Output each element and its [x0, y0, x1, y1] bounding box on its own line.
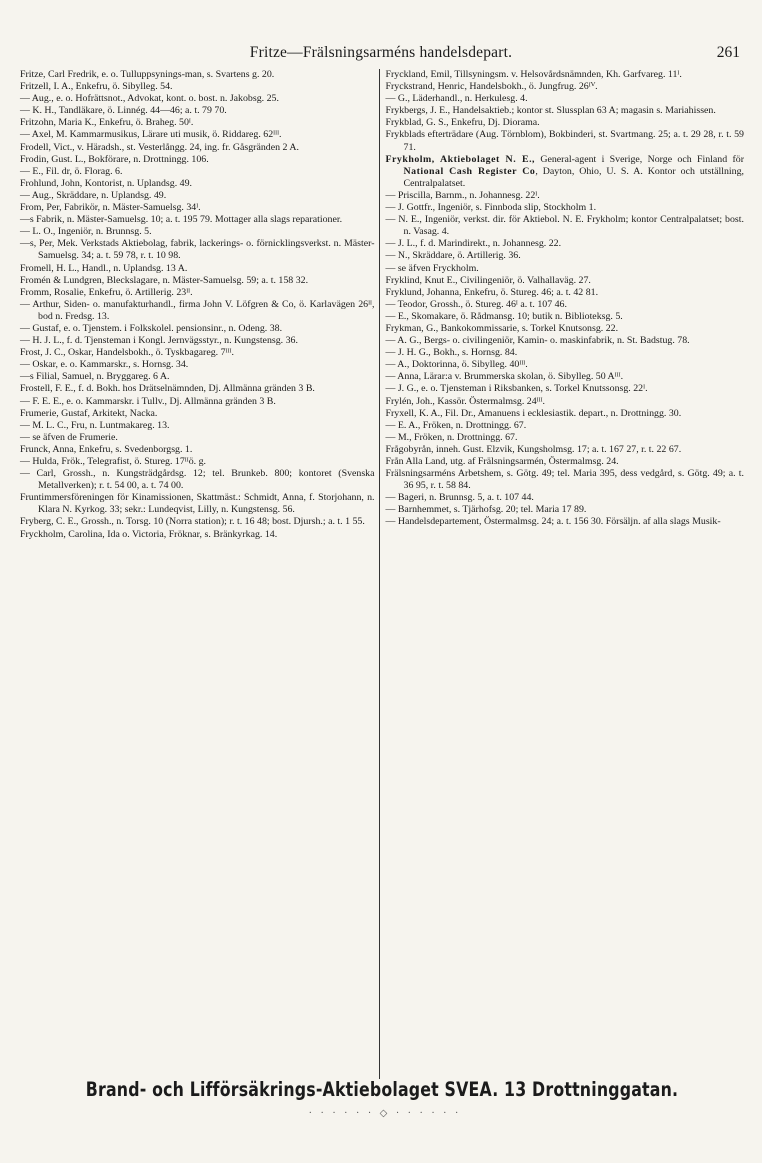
left-column-entry: — Hulda, Frök., Telegrafist, ö. Stureg. 17ᴵᴵö. g.: [20, 456, 207, 467]
left-column-entry: Fritze, Carl Fredrik, e. o. Tulluppsynings-man, s. Svartens g. 20.: [20, 69, 275, 80]
right-column-entry: Frykman, G., Bankokommissarie, s. Torkel Knutsonsg. 22.: [385, 322, 619, 334]
directory-columns: [20, 69, 744, 1079]
left-column-entry: Fryckholm, Carolina, Ida o. Victoria, Fröknar, s. Bränkyrkag. 14.: [20, 528, 278, 540]
right-column-entry: Fryckland, Emil, Tillsyningsm. v. Helsovårdsnämnden, Kh. Garfvareg. 11ᴵ.: [385, 69, 682, 80]
right-column-entry: Fryklund, Johanna, Enkefru, ö. Stureg. 46; a. t. 42 81.: [385, 286, 599, 298]
left-column-entry: — M. L. C., Fru, n. Luntmakareg. 13.: [20, 419, 170, 431]
left-column-entry: Fritzell, I. A., Enkefru, ö. Sibylleg. 54.: [20, 81, 173, 93]
right-column-entry: — N. E., Ingeniör, verkst. dir. för Aktiebol. N. E. Frykholm; kontor Centralpalatset; bost. n. Vasag. 4.: [385, 214, 744, 238]
left-column-entry: Fritzohn, Maria K., Enkefru, ö. Braheg. 50ᴵ.: [20, 117, 194, 129]
left-column-entry: Fruntimmersföreningen för Kinamissionen, Skattmäst.: Schmidt, Anna, f. Storjohann, n. Klara N. Kyrkog. 33; sekr.: Lundeqvist, Lilly, n. Kungstensg. 56.: [20, 492, 375, 516]
right-column-entry: Frågobyrån, inneh. Gust. Elzvik, Kungsholmsg. 17; a. t. 167 27, r. t. 22 67.: [385, 443, 682, 455]
left-column-entry: — Oskar, e. o. Kammarskr., s. Hornsg. 34.: [20, 359, 189, 371]
right-column-entry: — A., Doktorinna, ö. Sibylleg. 40ᴵᴵᴵ.: [385, 359, 528, 371]
right-column-entry: Från Alla Land, utg. af Frälsningsarmén, Östermalmsg. 24.: [385, 456, 619, 467]
right-column-entry: — J. H. G., Bokh., s. Hornsg. 84.: [385, 347, 518, 359]
left-column-entry: Frunck, Anna, Enkefru, s. Svedenborgsg. 1.: [20, 443, 193, 455]
right-column-entry: Frykholm, Aktiebolaget N. E., General-agent i Sverige, Norge och Finland för National Cash Register Co, Dayton, Ohio, U. S. A. Kontor och utställning, Centralpalatset.: [385, 153, 744, 189]
right-column-entry: — J. G., e. o. Tjensteman i Riksbanken, s. Torkel Knutssonsg. 22ᴵ.: [385, 383, 648, 395]
right-column-entry: — G., Läderhandl., n. Herkulesg. 4.: [385, 93, 528, 105]
right-column-entry: Frylén, Joh., Kassör. Östermalmsg. 24ᴵᴵᴵ.: [385, 395, 546, 407]
right-column-entry: — N., Skräddare, ö. Artillerig. 36.: [385, 250, 521, 262]
left-column-entry: — Gustaf, e. o. Tjenstem. i Folkskolel. pensionsinr., n. Odeng. 38.: [20, 322, 283, 334]
page-title: Fritze—Frälsningsarméns handelsdepart.: [249, 44, 513, 61]
left-column-entry: Frodin, Gust. L., Bokförare, n. Drottningg. 106.: [20, 153, 209, 165]
left-column: [20, 69, 379, 1079]
right-column-entry: — Anna, Lärar:a v. Brummerska skolan, ö. Sibylleg. 50 Aᴵᴵᴵ.: [385, 371, 624, 383]
left-column-entry: Frumerie, Gustaf, Arkitekt, Nacka.: [20, 407, 158, 419]
right-column: [379, 69, 745, 1079]
right-column-entry: — E., Skomakare, ö. Rådmansg. 10; butik n. Biblioteksg. 5.: [385, 310, 623, 322]
left-column-entry: —s, Per, Mek. Verkstads Aktiebolag, fabrik, lackerings- o. förnicklingsverkst. n. Mäster-Samuelsg. 34; a. t. 59 78, r. t. 10 98.: [20, 238, 375, 262]
left-column-entry: Fromell, H. L., Handl., n. Uplandsg. 13 A.: [20, 262, 188, 274]
page-number: 261: [716, 44, 740, 61]
left-column-entry: — Aug., e. o. Hofrättsnot., Advokat, kont. o. bost. n. Jakobsg. 25.: [20, 93, 279, 105]
right-column-entry: — M., Fröken, n. Drottningg. 67.: [385, 431, 518, 443]
left-column-entry: — K. H., Tandläkare, ö. Linnég. 44—46; a. t. 79 70.: [20, 105, 227, 117]
left-column-entry: Frostell, F. E., f. d. Bokh. hos Drätselnämnden, Dj. Allmänna gränden 3 B.: [20, 383, 315, 395]
left-column-entry: —s Fabrik, n. Mäster-Samuelsg. 10; a. t. 195 79. Mottager alla slags reparationer.: [20, 214, 343, 226]
left-column-entry: Fromm, Rosalie, Enkefru, ö. Artillerig. 23ᴵᴵ.: [20, 286, 193, 298]
right-column-entry: — J. L., f. d. Marindirekt., n. Johannesg. 22.: [385, 238, 562, 250]
left-column-entry: Fryberg, C. E., Grossh., n. Torsg. 10 (Norra station); r. t. 16 48; bost. Djursh.; a. t. 1 55.: [20, 516, 365, 528]
left-column-entry: — E., Fil. dr, ö. Florag. 6.: [20, 165, 123, 177]
right-column-entry: — Teodor, Grossh., ö. Stureg. 46ᴵ a. t. 107 46.: [385, 298, 567, 310]
left-column-entry: Frost, J. C., Oskar, Handelsbokh., ö. Tyskbagareg. 7ᴵᴵᴵ.: [20, 347, 234, 359]
right-column-entry: — Barnhemmet, s. Tjärhofsg. 20; tel. Maria 17 89.: [385, 504, 587, 516]
left-column-entry: From, Per, Fabrikör, n. Mäster-Samuelsg. 34ᴵ.: [20, 202, 201, 214]
right-column-entry: — se äfven Fryckholm.: [385, 262, 479, 274]
page-header: [20, 44, 742, 66]
left-column-entry: — Arthur, Siden- o. manufakturhandl., firma John V. Löfgren & Co, ö. Karlavägen 26ᴵᴵ, bod n. Fredsg. 13.: [20, 298, 375, 322]
right-column-entry: — Handelsdepartement, Östermalmsg. 24; a. t. 156 30. Försäljn. af alla slags Musik-: [385, 516, 721, 528]
left-column-entry: — Aug., Skräddare, n. Uplandsg. 49.: [20, 189, 167, 201]
left-column-entry: — H. J. L., f. d. Tjensteman i Kongl. Jernvägsstyr., n. Kungstensg. 36.: [20, 335, 298, 347]
left-column-entry: — Axel, M. Kammarmusikus, Lärare uti musik, ö. Riddareg. 62ᴵᴵᴵ.: [20, 129, 282, 141]
ornament-separator: · · · · · · ◇ · · · · · ·: [308, 1108, 462, 1119]
right-column-entry: Frykblads efterträdare (Aug. Törnblom), Bokbinderi, st. Svartmang. 25; a. t. 29 28, r. t. 59 71.: [385, 129, 744, 153]
left-column-entry: Fromén & Lundgren, Bleckslagare, n. Mäster-Samuelsg. 59; a. t. 158 32.: [20, 274, 309, 286]
right-column-entry: — Priscilla, Barnm., n. Johannesg. 22ᴵ.: [385, 189, 540, 201]
right-column-entry: — A. G., Bergs- o. civilingeniör, Kamin- o. maskinfabrik, n. St. Badstug. 78.: [385, 335, 690, 347]
right-column-entry: — E. A., Fröken, n. Drottningg. 67.: [385, 419, 527, 431]
left-column-entry: — Carl, Grossh., n. Kungsträdgårdsg. 12; tel. Brunkeb. 800; kontoret (Svenska Metallverken); r. t. 54 00, a. t. 74 00.: [20, 468, 375, 492]
left-column-entry: —s Filial, Samuel, n. Bryggareg. 6 A.: [20, 371, 170, 383]
left-column-entry: Frodell, Vict., v. Häradsh., st. Vesterlångg. 24, ing. fr. Gåsgränden 2 A.: [20, 141, 299, 153]
right-column-entry: Fryxell, K. A., Fil. Dr., Amanuens i ecklesiastik. depart., n. Drottningg. 30.: [385, 407, 682, 419]
left-column-entry: — se äfven de Frumerie.: [20, 431, 118, 443]
left-column-entry: Frohlund, John, Kontorist, n. Uplandsg. 49.: [20, 177, 192, 189]
right-column-entry: Frykblad, G. S., Enkefru, Dj. Diorama.: [385, 117, 540, 129]
right-column-entry: Fryklind, Knut E., Civilingeniör, ö. Valhallaväg. 27.: [385, 274, 591, 286]
svea-advertisement: Brand- och Lifförsäkrings-Aktiebolaget SVEA. 13 Drottninggatan.: [85, 1078, 679, 1101]
left-column-entry: — L. O., Ingeniör, n. Brunnsg. 5.: [20, 226, 152, 238]
right-column-entry: — J. Gottfr., Ingeniör, s. Finnboda slip, Stockholm 1.: [385, 202, 597, 214]
right-column-entry: Fryckstrand, Henric, Handelsbokh., ö. Jungfrug. 26ᴵⱽ.: [385, 81, 598, 93]
left-column-entry: — F. E. E., e. o. Kammarskr. i Tullv., Dj. Allmänna gränden 3 B.: [20, 395, 276, 407]
right-column-entry: Frykbergs, J. E., Handelsaktieb.; kontor st. Slussplan 63 A; magasin s. Mariahissen.: [385, 105, 716, 117]
right-column-entry: — Bageri, n. Brunnsg. 5, a. t. 107 44.: [385, 492, 534, 504]
right-column-entry: Frälsningsarméns Arbetshem, s. Götg. 49; tel. Maria 395, dess vedgård, s. Götg. 49; a. t. 36 95, r. t. 58 84.: [385, 468, 744, 492]
